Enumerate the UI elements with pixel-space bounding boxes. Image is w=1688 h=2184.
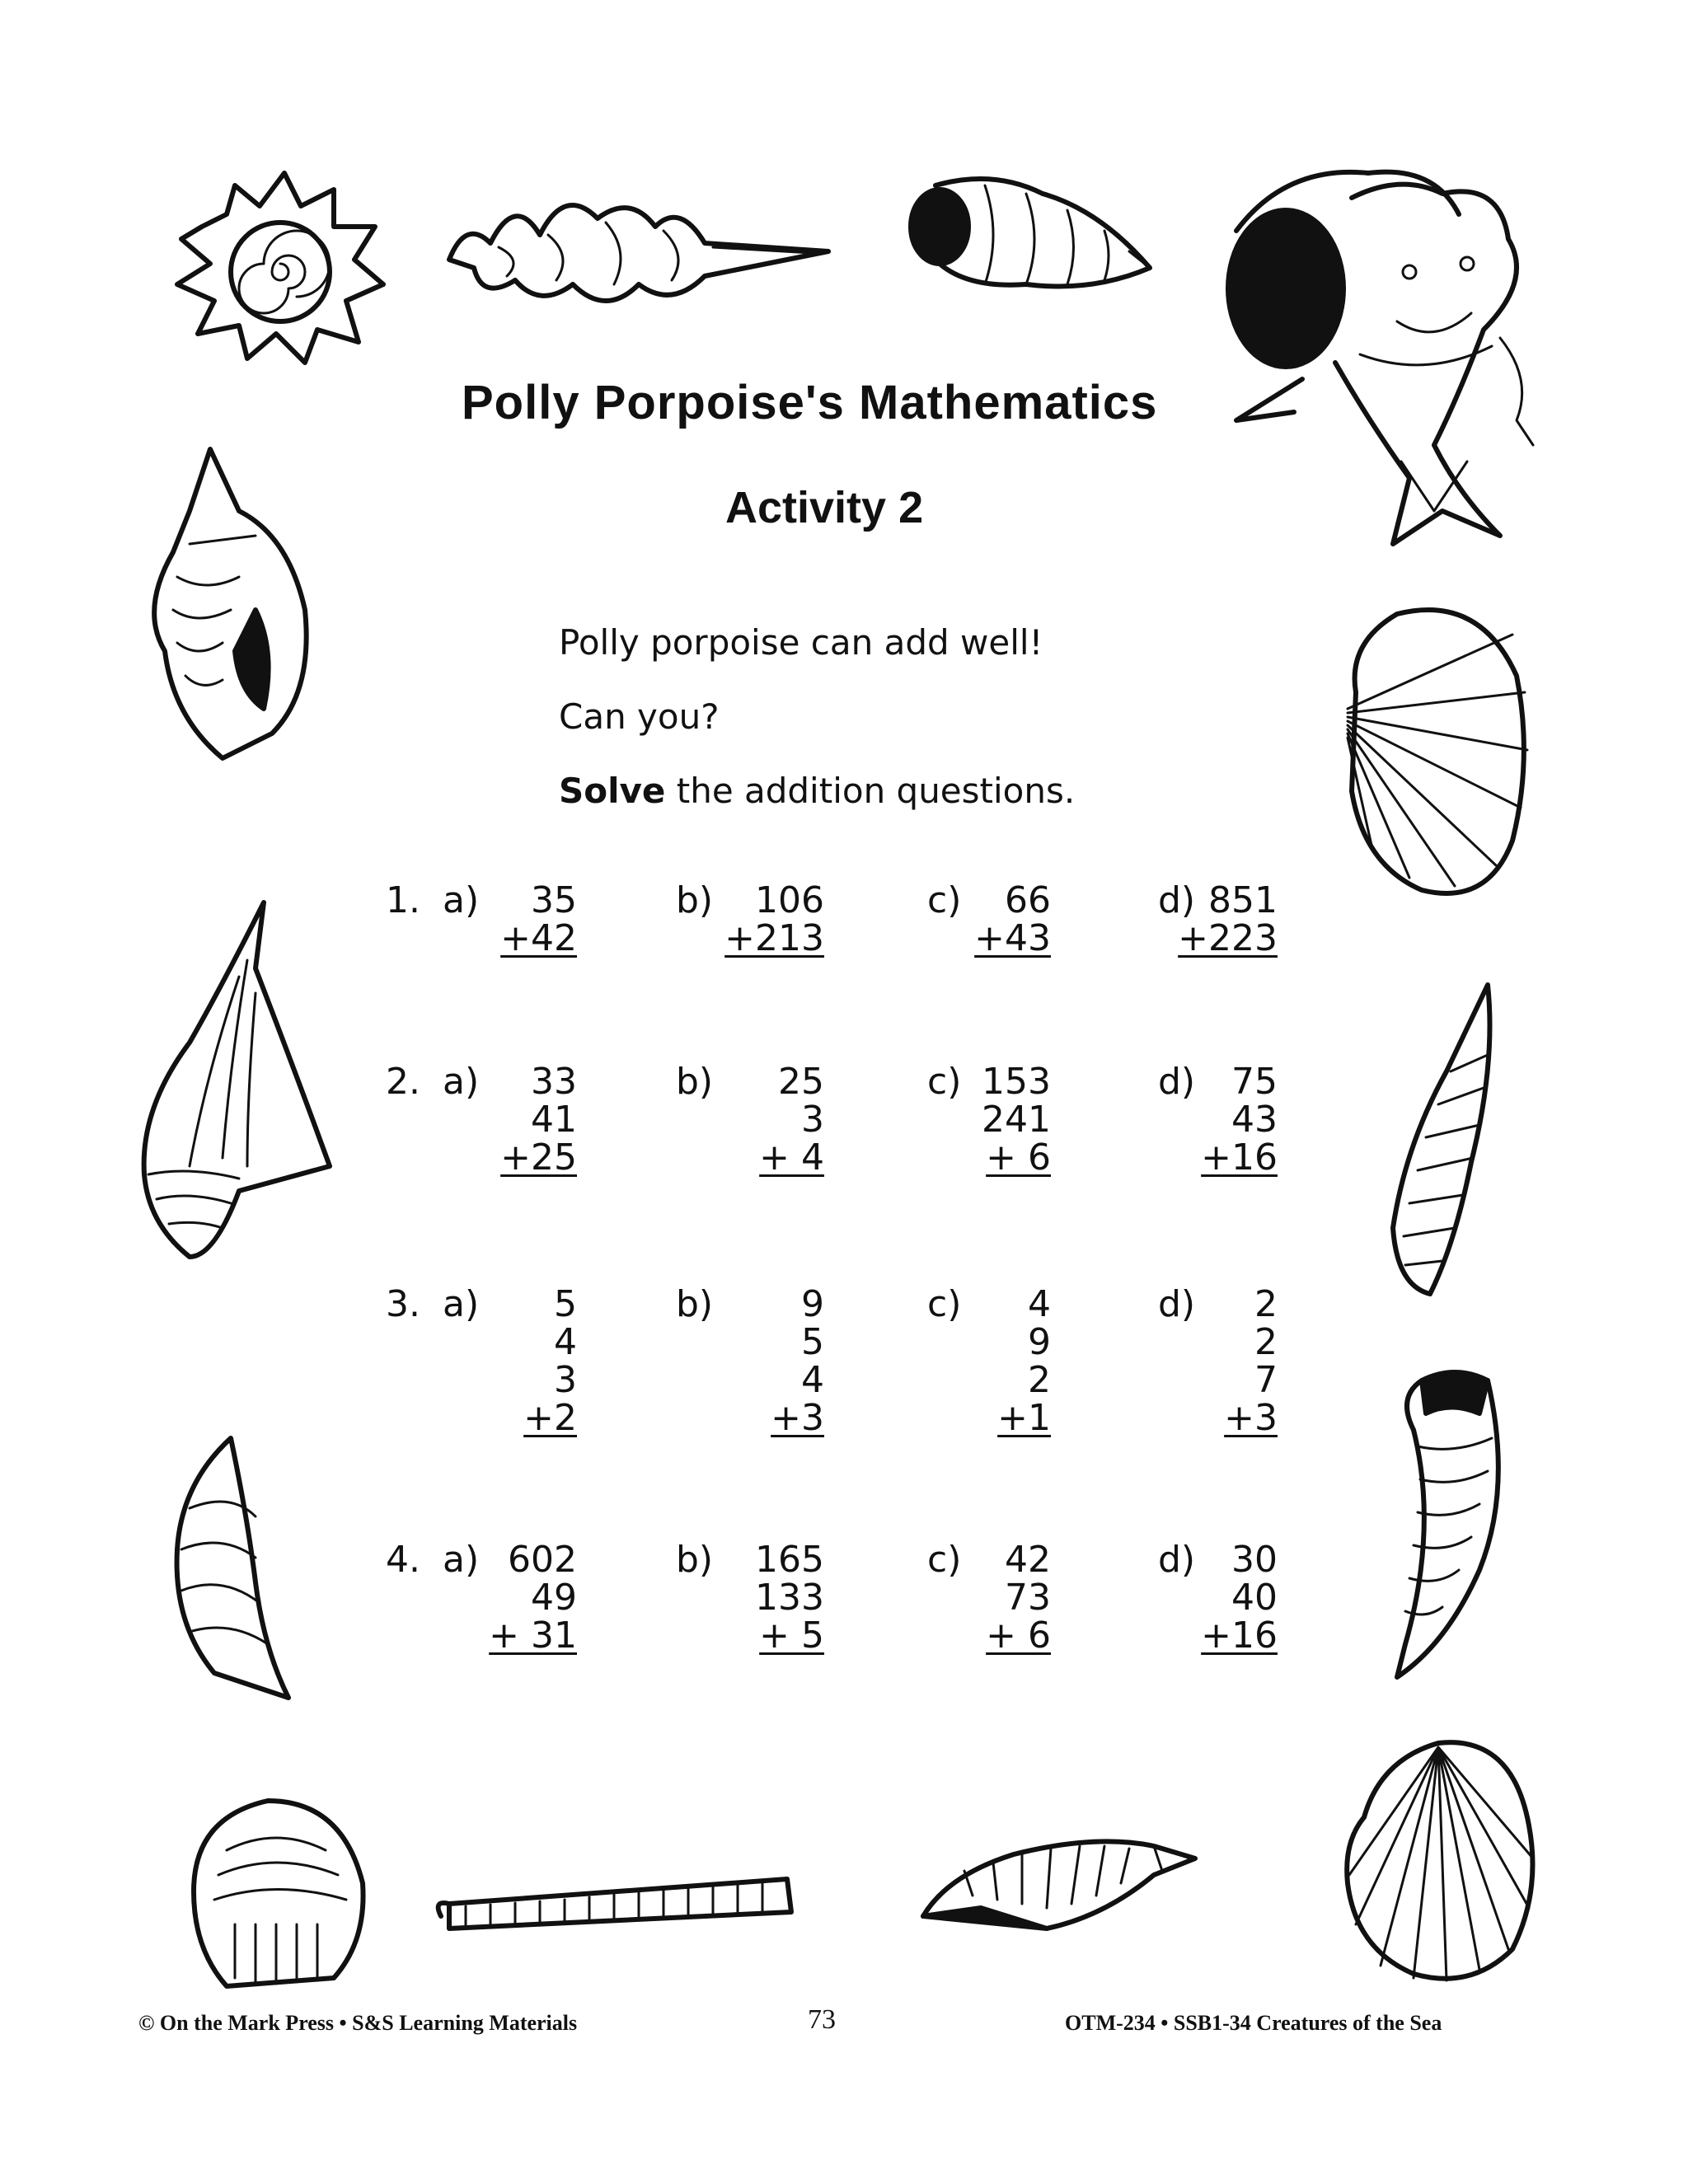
polly-porpoise-illustration bbox=[1187, 148, 1574, 569]
instruction-line-1: Polly porpoise can add well! bbox=[559, 622, 1043, 663]
addend-with-plus: + 6 bbox=[986, 1615, 1051, 1657]
addend: 73 bbox=[1005, 1577, 1051, 1619]
addend: 153 bbox=[982, 1061, 1051, 1103]
ridged-shell-icon bbox=[165, 1434, 301, 1702]
problem-label: d) bbox=[1158, 1061, 1196, 1103]
addend: 4 bbox=[554, 1321, 577, 1363]
footer-product-code: OTM-234 • SSB1-34 Creatures of the Sea bbox=[1065, 2011, 1442, 2035]
addend-with-plus: + 5 bbox=[759, 1615, 824, 1657]
problem-label: d) bbox=[1158, 1539, 1196, 1581]
addend-with-plus: +42 bbox=[500, 917, 577, 959]
addend-with-plus: + 4 bbox=[759, 1137, 824, 1179]
addend: 4 bbox=[801, 1359, 824, 1401]
problem-label: a) bbox=[443, 1283, 480, 1325]
problem-label: c) bbox=[927, 1061, 962, 1103]
addend: 35 bbox=[531, 879, 577, 921]
addend-with-plus: +16 bbox=[1201, 1137, 1278, 1179]
round-snail-shell-icon bbox=[903, 169, 1166, 297]
problem-label: b) bbox=[676, 1283, 714, 1325]
addend-with-plus: +43 bbox=[974, 917, 1051, 959]
addend-with-plus: +3 bbox=[771, 1397, 824, 1439]
addend: 3 bbox=[554, 1359, 577, 1401]
addition-problem bbox=[709, 1541, 824, 1655]
addend-with-plus: +1 bbox=[997, 1397, 1051, 1439]
addition-problem bbox=[709, 1063, 824, 1177]
addend: 3 bbox=[801, 1099, 824, 1141]
question-number: 1. bbox=[386, 879, 420, 921]
instruction-line-2: Can you? bbox=[559, 696, 720, 737]
footer-publisher: © On the Mark Press • S&S Learning Materials bbox=[138, 2011, 578, 2035]
addend: 49 bbox=[531, 1577, 577, 1619]
addition-problem bbox=[462, 1063, 577, 1177]
question-number: 2. bbox=[386, 1061, 420, 1103]
instruction-bold-word: Solve bbox=[559, 771, 666, 811]
addend: 602 bbox=[508, 1539, 577, 1581]
addend: 106 bbox=[755, 879, 824, 921]
addition-problem bbox=[709, 879, 824, 959]
addition-problem bbox=[935, 1063, 1051, 1177]
addend: 66 bbox=[1005, 879, 1051, 921]
addend: 9 bbox=[801, 1283, 824, 1325]
cockle-shell-icon bbox=[1331, 1727, 1545, 1990]
problem-label: b) bbox=[676, 879, 714, 921]
wavy-whelk-shell-icon bbox=[441, 185, 832, 317]
addition-problem bbox=[462, 879, 577, 959]
auger-shell-icon bbox=[1381, 981, 1504, 1302]
addend: 2 bbox=[1254, 1321, 1278, 1363]
addend: 7 bbox=[1254, 1359, 1278, 1401]
addend: 851 bbox=[1208, 879, 1278, 921]
turret-shell-icon bbox=[1372, 1364, 1537, 1681]
addend: 43 bbox=[1231, 1099, 1278, 1141]
addition-problem bbox=[1162, 1541, 1278, 1655]
problem-label: a) bbox=[443, 1061, 480, 1103]
question-number: 4. bbox=[386, 1539, 420, 1581]
addend: 75 bbox=[1231, 1061, 1278, 1103]
spindle-shell-icon bbox=[140, 894, 338, 1265]
scallop-fan-shell-icon bbox=[1331, 593, 1533, 911]
cone-shell-icon bbox=[915, 1825, 1203, 1933]
addend-with-plus: + 31 bbox=[489, 1615, 577, 1657]
problem-label: d) bbox=[1158, 879, 1196, 921]
addend: 2 bbox=[1028, 1359, 1051, 1401]
addend: 5 bbox=[554, 1283, 577, 1325]
addend: 133 bbox=[755, 1577, 824, 1619]
addend: 40 bbox=[1231, 1577, 1278, 1619]
addend-with-plus: +3 bbox=[1224, 1397, 1278, 1439]
activity-subtitle: Activity 2 bbox=[725, 483, 924, 532]
question-number: 3. bbox=[386, 1283, 420, 1325]
addend-with-plus: +223 bbox=[1178, 917, 1278, 959]
addition-problem bbox=[935, 1283, 1051, 1439]
addend-with-plus: + 6 bbox=[986, 1137, 1051, 1179]
spiral-ammonite-shell-icon bbox=[169, 169, 392, 367]
addend: 4 bbox=[1028, 1283, 1051, 1325]
addend: 9 bbox=[1028, 1321, 1051, 1363]
clam-shell-icon bbox=[177, 1793, 375, 1994]
addition-problem bbox=[1162, 879, 1278, 959]
instruction-rest: the addition questions. bbox=[665, 771, 1076, 811]
problem-label: a) bbox=[443, 1539, 480, 1581]
problem-label: c) bbox=[927, 1283, 962, 1325]
addend-with-plus: +25 bbox=[500, 1137, 577, 1179]
page-number: 73 bbox=[808, 2004, 836, 2035]
problem-label: a) bbox=[443, 879, 480, 921]
instruction-line-3 bbox=[559, 771, 1075, 811]
addition-problem bbox=[462, 1283, 577, 1439]
worksheet-title: Polly Porpoise's Mathematics bbox=[462, 376, 1158, 429]
addition-problem bbox=[1162, 1283, 1278, 1439]
addend: 241 bbox=[982, 1099, 1051, 1141]
addition-problem bbox=[935, 879, 1051, 959]
problem-label: d) bbox=[1158, 1283, 1196, 1325]
addend: 42 bbox=[1005, 1539, 1051, 1581]
addition-problem bbox=[935, 1541, 1051, 1655]
problem-label: c) bbox=[927, 1539, 962, 1581]
tusk-shell-icon bbox=[424, 1867, 799, 1945]
addend: 33 bbox=[531, 1061, 577, 1103]
addend-with-plus: +213 bbox=[724, 917, 824, 959]
addend: 5 bbox=[801, 1321, 824, 1363]
addend-with-plus: +2 bbox=[523, 1397, 577, 1439]
addition-problem bbox=[1162, 1063, 1278, 1177]
problem-label: b) bbox=[676, 1539, 714, 1581]
addend: 41 bbox=[531, 1099, 577, 1141]
problem-label: b) bbox=[676, 1061, 714, 1103]
conch-shell-icon bbox=[140, 445, 317, 762]
addend: 2 bbox=[1254, 1283, 1278, 1325]
addend: 165 bbox=[755, 1539, 824, 1581]
addition-problem bbox=[709, 1283, 824, 1439]
problem-label: c) bbox=[927, 879, 962, 921]
addend: 30 bbox=[1231, 1539, 1278, 1581]
addend-with-plus: +16 bbox=[1201, 1615, 1278, 1657]
addend: 25 bbox=[778, 1061, 824, 1103]
addition-problem bbox=[462, 1541, 577, 1655]
